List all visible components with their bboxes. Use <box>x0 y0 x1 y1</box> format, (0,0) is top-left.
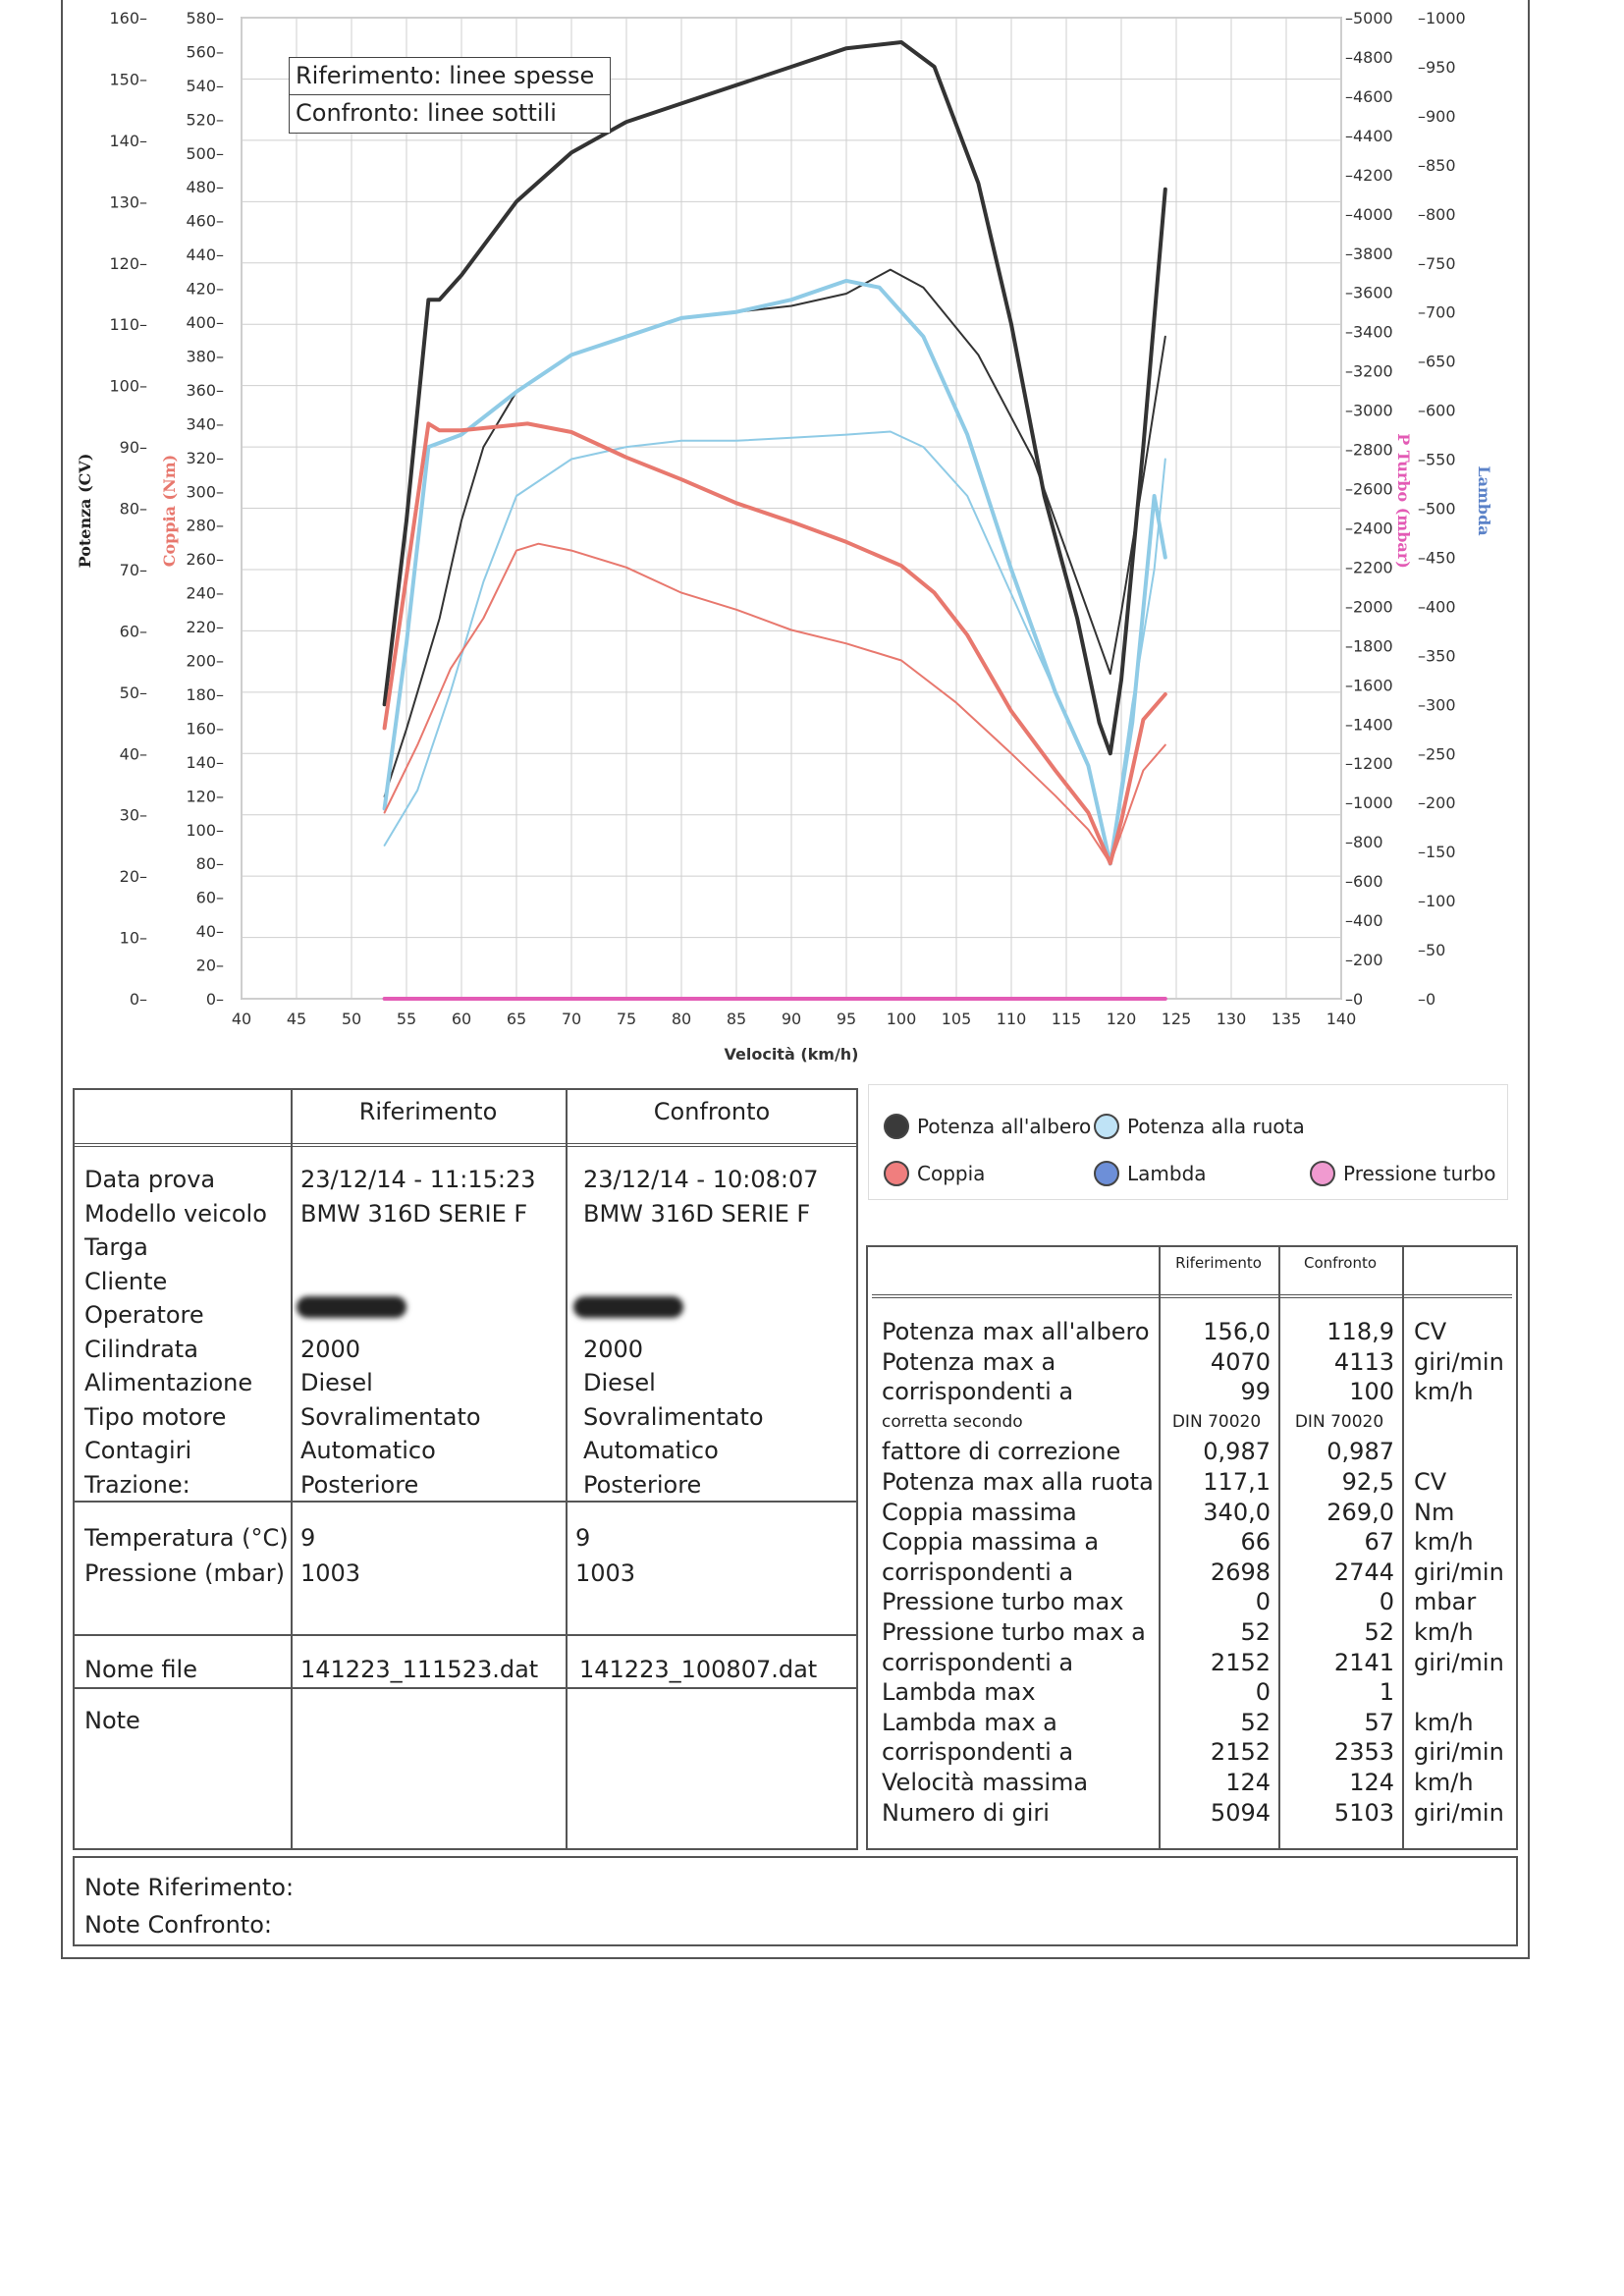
env-conf-press: 1003 <box>575 1559 636 1587</box>
lambda-tick-label: –650 <box>1418 352 1456 371</box>
turbo-tick-label: –800 <box>1345 833 1383 852</box>
result-rif: 66 <box>1240 1528 1271 1557</box>
result-label: Coppia massima a <box>882 1528 1100 1557</box>
results-header-conf: Confronto <box>1303 1254 1378 1272</box>
x-tick-label: 45 <box>286 1010 307 1028</box>
torque-tick-label: 220– <box>186 618 224 637</box>
result-unit: giri/min <box>1414 1347 1504 1376</box>
info-conf-value: Automatico <box>583 1437 719 1464</box>
turbo-tick-label: –4200 <box>1345 165 1393 185</box>
env-label-temp: Temperatura (°C) <box>84 1524 289 1552</box>
lambda-tick-label: –800 <box>1418 204 1456 224</box>
lambda-tick-label: –200 <box>1418 793 1456 813</box>
lambda-tick-label: –700 <box>1418 302 1456 322</box>
x-tick-label: 65 <box>506 1010 527 1028</box>
result-rif: 2698 <box>1210 1558 1271 1586</box>
x-tick-label: 130 <box>1216 1010 1247 1028</box>
turbo-tick-label: –1400 <box>1345 715 1393 735</box>
result-label: corrispondenti a <box>882 1738 1074 1767</box>
torque-tick-label: 180– <box>186 684 224 704</box>
lambda-tick-label: –450 <box>1418 548 1456 568</box>
x-tick-label: 100 <box>886 1010 917 1028</box>
legend-label: Potenza alla ruota <box>1127 1115 1305 1138</box>
info-label: Trazione: <box>84 1470 190 1499</box>
info-rif-value: 2000 <box>300 1335 361 1363</box>
result-conf: 92,5 <box>1341 1468 1394 1496</box>
torque-axis-title: Coppia (Nm) <box>160 454 179 568</box>
info-conf-value: Posteriore <box>583 1470 702 1499</box>
torque-tick-label: 500– <box>186 143 224 163</box>
result-unit: CV <box>1414 1468 1447 1496</box>
x-tick-label: 60 <box>451 1010 472 1028</box>
line-style-note-rif: Riferimento: linee spesse <box>296 62 595 89</box>
x-axis-title: Velocità (km/h) <box>724 1045 859 1064</box>
env-rif-temp: 9 <box>300 1524 316 1552</box>
result-rif: 2152 <box>1210 1738 1271 1767</box>
turbo-tick-label: –600 <box>1345 872 1383 892</box>
turbo-tick-label: –2000 <box>1345 597 1393 617</box>
info-label: Cilindrata <box>84 1335 198 1363</box>
file-conf: 141223_100807.dat <box>579 1656 818 1683</box>
x-tick-label: 110 <box>996 1010 1027 1028</box>
legend-item <box>1094 1161 1207 1186</box>
result-label: corrispondenti a <box>882 1558 1074 1586</box>
result-rif: DIN 70020 <box>1171 1411 1262 1432</box>
result-rif: 156,0 <box>1203 1318 1271 1345</box>
result-conf: 2744 <box>1333 1558 1394 1586</box>
result-unit: giri/min <box>1414 1648 1504 1676</box>
x-tick-label: 135 <box>1271 1010 1302 1028</box>
info-conf-value: Sovralimentato <box>583 1402 764 1431</box>
env-rif-press: 1003 <box>300 1559 361 1587</box>
result-conf: 2141 <box>1333 1648 1394 1676</box>
info-rif-value: BMW 316D SERIE F <box>300 1199 528 1228</box>
info-rif-value: Automatico <box>300 1437 436 1464</box>
torque-tick-label: 100– <box>186 820 224 840</box>
result-conf: 118,9 <box>1326 1318 1394 1345</box>
torque-tick-label: 460– <box>186 211 224 231</box>
torque-tick-label: 40– <box>195 922 224 942</box>
power-tick-label: 130– <box>109 192 147 212</box>
turbo-tick-label: –3800 <box>1345 244 1393 263</box>
lambda-tick-label: –400 <box>1418 597 1456 617</box>
lambda-tick-label: –550 <box>1418 450 1456 469</box>
legend-label: Potenza all'albero <box>917 1115 1092 1138</box>
legend-item <box>884 1161 985 1186</box>
info-header-conf: Confronto <box>653 1098 771 1125</box>
info-rif-value: Sovralimentato <box>300 1402 481 1431</box>
result-rif: 124 <box>1225 1769 1271 1796</box>
result-label: corrispondenti a <box>882 1378 1074 1406</box>
info-label: Tipo motore <box>84 1402 227 1431</box>
info-label: Data prova <box>84 1166 216 1193</box>
results-header-rif: Riferimento <box>1175 1254 1262 1272</box>
torque-tick-label: 80– <box>195 854 224 874</box>
info-label: Contagiri <box>84 1437 192 1464</box>
power-tick-label: 10– <box>119 928 147 948</box>
result-unit: CV <box>1414 1318 1447 1345</box>
info-conf-value: Diesel <box>583 1369 656 1396</box>
torque-tick-label: 160– <box>186 719 224 738</box>
result-conf: 4113 <box>1333 1347 1394 1376</box>
series-coppia-confronto <box>385 544 1165 864</box>
result-conf: 1 <box>1379 1678 1394 1707</box>
torque-tick-label: 440– <box>186 246 224 265</box>
torque-tick-label: 340– <box>186 414 224 434</box>
info-rif-value: Diesel <box>300 1369 373 1396</box>
result-rif: 117,1 <box>1203 1468 1271 1496</box>
result-label: corrispondenti a <box>882 1648 1074 1676</box>
result-label: Coppia massima <box>882 1498 1077 1526</box>
series-potenza-alla-ruota-riferimento <box>385 281 1165 864</box>
torque-tick-label: 280– <box>186 516 224 535</box>
torque-tick-label: 520– <box>186 110 224 130</box>
torque-tick-label: 260– <box>186 550 224 570</box>
lambda-tick-label: –500 <box>1418 499 1456 519</box>
torque-tick-label: 480– <box>186 178 224 197</box>
turbo-tick-label: –400 <box>1345 911 1383 931</box>
torque-tick-label: 200– <box>186 651 224 671</box>
lambda-tick-label: –150 <box>1418 843 1456 862</box>
power-tick-label: 40– <box>119 744 147 764</box>
result-label: Velocità massima <box>882 1769 1089 1796</box>
result-conf: 57 <box>1364 1708 1394 1736</box>
result-label: corretta secondo <box>882 1411 1023 1432</box>
result-rif: 52 <box>1240 1708 1271 1736</box>
torque-tick-label: 360– <box>186 380 224 400</box>
torque-tick-label: 320– <box>186 448 224 467</box>
redacted-operator-conf <box>573 1296 683 1318</box>
info-rif-value: Posteriore <box>300 1470 419 1499</box>
result-conf: 100 <box>1349 1378 1394 1406</box>
result-label: Pressione turbo max a <box>882 1618 1146 1646</box>
torque-tick-label: 0– <box>205 990 224 1009</box>
lambda-tick-label: –300 <box>1418 695 1456 715</box>
turbo-tick-label: –1000 <box>1345 793 1393 813</box>
power-tick-label: 70– <box>119 560 147 579</box>
power-tick-label: 50– <box>119 683 147 702</box>
x-tick-label: 90 <box>781 1010 802 1028</box>
turbo-tick-label: –2200 <box>1345 558 1393 577</box>
result-conf: 67 <box>1364 1528 1394 1557</box>
lambda-tick-label: –100 <box>1418 892 1456 911</box>
result-conf: DIN 70020 <box>1294 1411 1384 1432</box>
torque-tick-label: 300– <box>186 482 224 502</box>
legend-label: Pressione turbo <box>1343 1162 1496 1185</box>
lambda-tick-label: –850 <box>1418 155 1456 175</box>
file-label: Nome file <box>84 1656 197 1683</box>
legend-marker-icon <box>1310 1161 1335 1186</box>
lambda-tick-label: –350 <box>1418 646 1456 666</box>
torque-tick-label: 60– <box>195 888 224 907</box>
torque-tick-label: 540– <box>186 76 224 95</box>
result-conf: 124 <box>1349 1769 1394 1796</box>
env-conf-temp: 9 <box>575 1524 591 1552</box>
result-unit: km/h <box>1414 1769 1474 1796</box>
x-tick-label: 95 <box>836 1010 857 1028</box>
series-potenza-all-albero-riferimento <box>385 42 1165 753</box>
power-tick-label: 100– <box>109 376 147 396</box>
turbo-tick-label: –4800 <box>1345 47 1393 67</box>
x-tick-label: 80 <box>671 1010 692 1028</box>
power-tick-label: 140– <box>109 131 147 150</box>
result-label: Pressione turbo max <box>882 1588 1124 1616</box>
info-rif-value: 23/12/14 - 11:15:23 <box>300 1166 536 1193</box>
info-header-rif: Riferimento <box>358 1098 498 1125</box>
power-tick-label: 20– <box>119 867 147 887</box>
turbo-axis-title: P Turbo (mbar) <box>1394 433 1413 569</box>
result-conf: 5103 <box>1333 1798 1394 1827</box>
x-tick-label: 50 <box>341 1010 362 1028</box>
result-rif: 52 <box>1240 1618 1271 1646</box>
torque-tick-label: 120– <box>186 787 224 806</box>
result-unit: km/h <box>1414 1378 1474 1406</box>
result-unit: km/h <box>1414 1708 1474 1736</box>
torque-tick-label: 140– <box>186 752 224 772</box>
series-potenza-alla-ruota-confronto <box>385 432 1165 864</box>
lambda-tick-label: –250 <box>1418 744 1456 764</box>
info-label: Alimentazione <box>84 1369 253 1396</box>
result-rif: 0 <box>1255 1588 1271 1616</box>
line-style-note <box>289 57 611 134</box>
x-tick-label: 40 <box>231 1010 252 1028</box>
torque-tick-label: 560– <box>186 42 224 62</box>
legend-marker-icon <box>884 1114 909 1139</box>
note-label: Note <box>84 1707 140 1734</box>
result-unit: mbar <box>1414 1588 1477 1616</box>
file-rif: 141223_111523.dat <box>300 1656 539 1683</box>
torque-tick-label: 380– <box>186 347 224 366</box>
result-unit: km/h <box>1414 1528 1474 1557</box>
power-tick-label: 80– <box>119 499 147 519</box>
x-tick-label: 85 <box>726 1010 747 1028</box>
turbo-tick-label: –3000 <box>1345 401 1393 420</box>
env-label-press: Pressione (mbar) <box>84 1559 286 1587</box>
result-conf: 2353 <box>1333 1738 1394 1767</box>
redacted-operator-rif <box>297 1296 406 1318</box>
result-rif: 2152 <box>1210 1648 1271 1676</box>
result-label: Potenza max a <box>882 1347 1056 1376</box>
power-tick-label: 110– <box>109 315 147 335</box>
turbo-tick-label: –2400 <box>1345 519 1393 538</box>
power-tick-label: 120– <box>109 253 147 273</box>
legend-marker-icon <box>1094 1161 1119 1186</box>
x-tick-label: 115 <box>1051 1010 1082 1028</box>
x-tick-label: 70 <box>561 1010 582 1028</box>
notes-rif-label: Note Riferimento: <box>84 1874 295 1901</box>
power-tick-label: 0– <box>129 990 147 1009</box>
result-conf: 0 <box>1379 1588 1394 1616</box>
x-tick-label: 55 <box>396 1010 417 1028</box>
result-conf: 52 <box>1364 1618 1394 1646</box>
result-conf: 0,987 <box>1326 1438 1394 1466</box>
power-tick-label: 60– <box>119 622 147 641</box>
notes-conf-label: Note Confronto: <box>84 1911 272 1939</box>
turbo-tick-label: –0 <box>1345 990 1364 1009</box>
result-unit: giri/min <box>1414 1558 1504 1586</box>
turbo-tick-label: –5000 <box>1345 9 1393 27</box>
info-conf-value: BMW 316D SERIE F <box>583 1199 811 1228</box>
power-tick-label: 90– <box>119 438 147 458</box>
turbo-tick-label: –4400 <box>1345 126 1393 145</box>
x-tick-label: 140 <box>1326 1010 1357 1028</box>
torque-tick-label: 400– <box>186 313 224 333</box>
x-tick-label: 125 <box>1161 1010 1192 1028</box>
result-rif: 4070 <box>1210 1347 1271 1376</box>
series-coppia-riferimento <box>385 423 1165 863</box>
legend-item <box>1310 1161 1495 1186</box>
result-label: Potenza max all'albero <box>882 1318 1150 1345</box>
turbo-tick-label: –1600 <box>1345 676 1393 695</box>
turbo-tick-label: –200 <box>1345 951 1383 970</box>
legend-label: Coppia <box>917 1162 986 1185</box>
result-label: fattore di correzione <box>882 1438 1121 1466</box>
dyno-chart <box>0 0 1624 1070</box>
x-tick-label: 105 <box>941 1010 972 1028</box>
line-style-note-conf: Confronto: linee sottili <box>296 99 557 127</box>
legend-item <box>884 1114 1091 1139</box>
info-label: Cliente <box>84 1267 168 1295</box>
lambda-tick-label: –950 <box>1418 57 1456 77</box>
result-rif: 0,987 <box>1203 1438 1271 1466</box>
turbo-tick-label: –3200 <box>1345 361 1393 381</box>
turbo-tick-label: –2600 <box>1345 479 1393 499</box>
legend-item <box>1094 1114 1305 1139</box>
torque-tick-label: 20– <box>195 956 224 975</box>
lambda-tick-label: –1000 <box>1418 9 1466 27</box>
torque-tick-label: 240– <box>186 583 224 603</box>
lambda-tick-label: –750 <box>1418 253 1456 273</box>
result-label: Numero di giri <box>882 1798 1050 1827</box>
lambda-tick-label: –50 <box>1418 941 1446 960</box>
power-tick-label: 160– <box>109 9 147 27</box>
turbo-tick-label: –3400 <box>1345 322 1393 342</box>
lambda-tick-label: –900 <box>1418 106 1456 126</box>
info-label: Modello veicolo <box>84 1199 267 1228</box>
lambda-axis-title: Lambda <box>1475 465 1493 536</box>
legend-marker-icon <box>1094 1114 1119 1139</box>
power-tick-label: 30– <box>119 805 147 825</box>
result-unit: Nm <box>1414 1498 1455 1526</box>
result-conf: 269,0 <box>1326 1498 1394 1526</box>
result-rif: 5094 <box>1210 1798 1271 1827</box>
result-label: Potenza max alla ruota <box>882 1468 1154 1496</box>
turbo-tick-label: –3600 <box>1345 283 1393 302</box>
power-tick-label: 150– <box>109 70 147 89</box>
info-label: Operatore <box>84 1301 204 1329</box>
result-rif: 340,0 <box>1203 1498 1271 1526</box>
turbo-tick-label: –4600 <box>1345 86 1393 106</box>
result-unit: giri/min <box>1414 1738 1504 1767</box>
result-label: Lambda max a <box>882 1708 1057 1736</box>
x-tick-label: 75 <box>616 1010 637 1028</box>
result-unit: giri/min <box>1414 1798 1504 1827</box>
info-label: Targa <box>84 1233 148 1261</box>
legend-label: Lambda <box>1127 1162 1207 1185</box>
info-conf-value: 23/12/14 - 10:08:07 <box>583 1166 819 1193</box>
result-label: Lambda max <box>882 1678 1036 1707</box>
x-tick-label: 120 <box>1106 1010 1137 1028</box>
result-rif: 99 <box>1240 1378 1271 1406</box>
turbo-tick-label: –4000 <box>1345 204 1393 224</box>
torque-tick-label: 580– <box>186 9 224 27</box>
turbo-tick-label: –1800 <box>1345 636 1393 656</box>
power-axis-title: Potenza (CV) <box>76 453 94 569</box>
torque-tick-label: 420– <box>186 279 224 299</box>
turbo-tick-label: –1200 <box>1345 754 1393 774</box>
turbo-tick-label: –2800 <box>1345 440 1393 460</box>
result-unit: km/h <box>1414 1618 1474 1646</box>
legend-marker-icon <box>884 1161 909 1186</box>
info-conf-value: 2000 <box>583 1335 644 1363</box>
result-rif: 0 <box>1255 1678 1271 1707</box>
lambda-tick-label: –600 <box>1418 401 1456 420</box>
lambda-tick-label: –0 <box>1418 990 1436 1009</box>
